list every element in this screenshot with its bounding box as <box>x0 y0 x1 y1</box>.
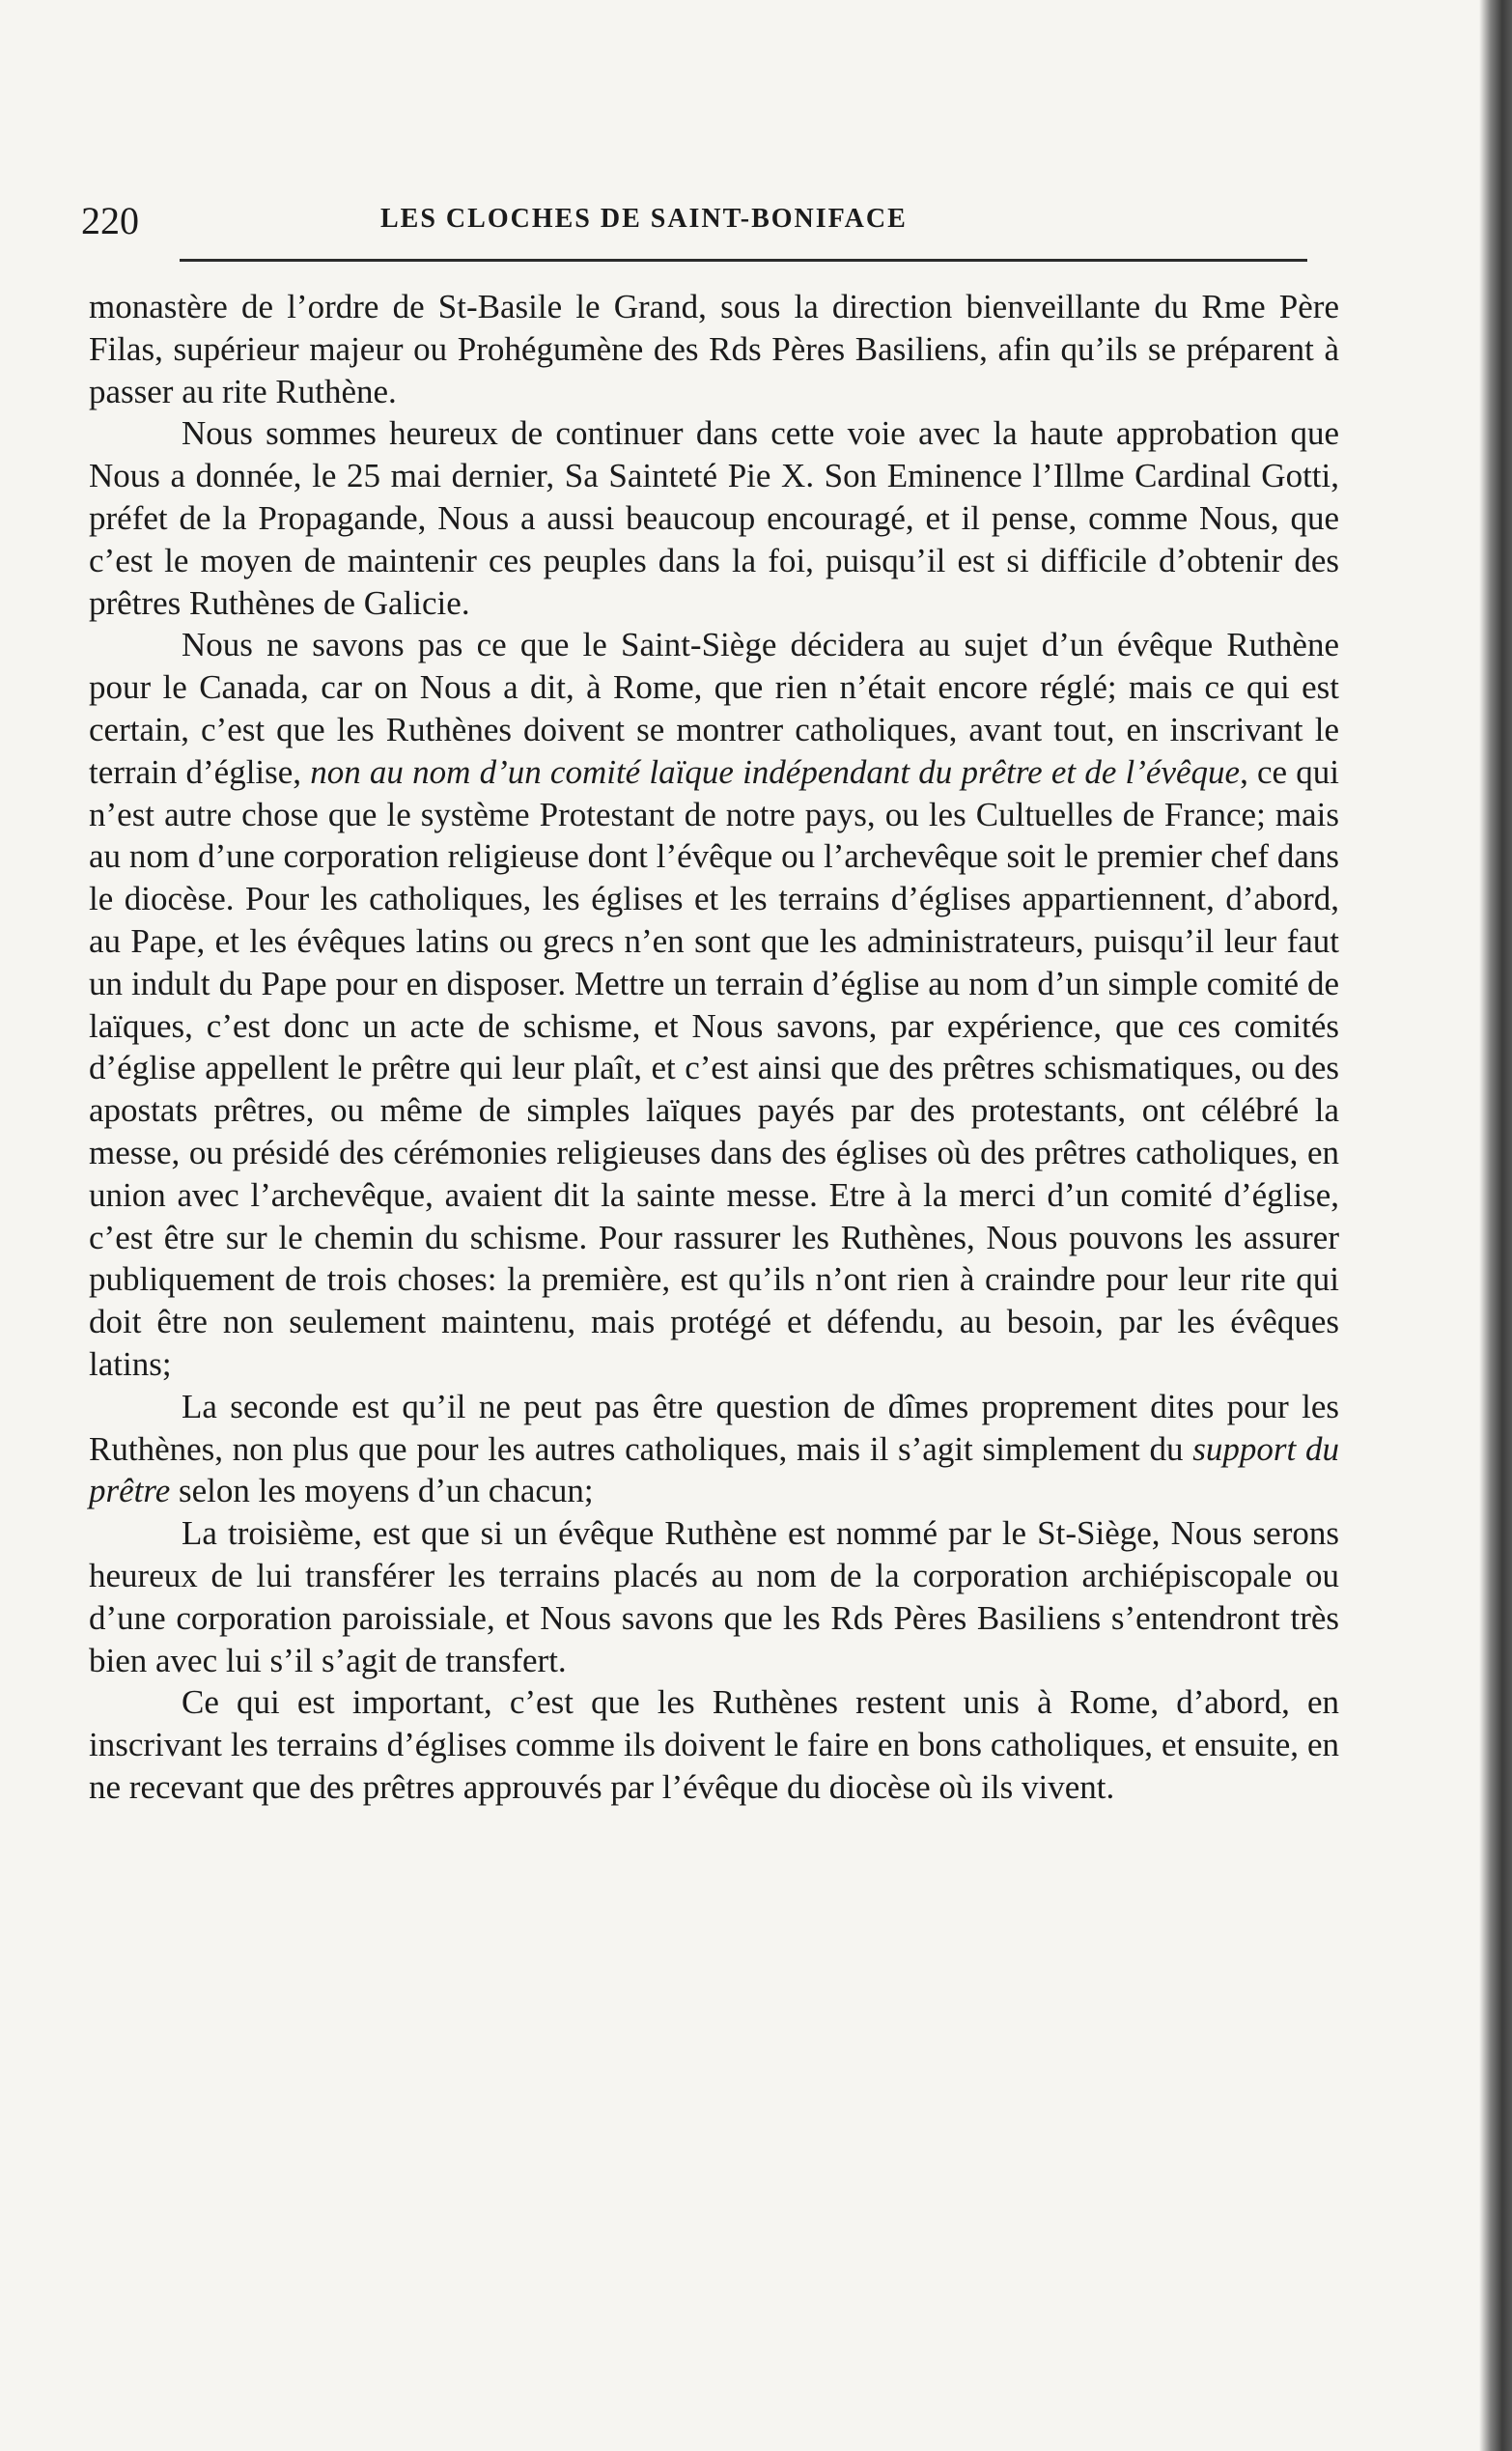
page-edge-shadow <box>1479 0 1512 2451</box>
italic-segment: non au nom d’un comité laïque indépendant du prêtre et de l’évêque <box>310 752 1241 791</box>
text-segment: , ce qui n’est autre chose que le système Protestant de notre pays, ou les Cultuelles de France; mais au nom d’une corporation religieuse dont l’évêque ou l’archevêque soit le premier chef dans le diocèse. Pour les catholiques, les églises et les terrains d’églises appartiennent, d’abord, au Pape, et les évêques latins ou grecs n’en sont que les administrateurs, puisqu’il leur faut un indult du Pape pour en disposer. Mettre un terrain d’église au nom d’un simple comité de laïques, c’est donc un acte de schisme, et Nous savons, par expérience, que ces comités d’église appellent le prêtre qui leur plaît, et c’est ainsi que des prêtres schismatiques, ou des apostats prêtres, ou même de simples laïques payés par des protestants, ont célébré la messe, ou présidé des cérémonies religieuses dans des églises où des prêtres catholiques, en union avec l’archevêque, avaient dit la sainte messe. Etre à la merci d’un comité d’église, c’est être sur le chemin du schisme. Pour rassurer les Ruthènes, Nous pouvons les assurer publiquement de trois choses: la première, est qu’ils n’ont rien à craindre pour leur rite qui doit être non seulement maintenu, mais protégé et défendu, au besoin, par les évêques latins; <box>89 752 1339 1383</box>
text-segment: Nous ne savons pas ce que le Saint-Siège décidera au sujet d’un évêque Ruthène pour le Canada, car on Nous a dit, à Rome, que rien n’était encore réglé; mais ce qui est certain, c’est que les Ruthènes doivent se montrer catholiques, avant tout, en inscrivant le terrain d’église, <box>89 626 1339 791</box>
paragraph <box>89 286 1339 412</box>
text-segment: monastère de l’ordre de St-Basile le Grand, sous la direction bienveillante du Rme Père Filas, supérieur majeur ou Prohégumène des Rds Pères Basiliens, afin qu’ils se préparent à passer au rite Ruthène. <box>89 288 1339 410</box>
text-segment: Nous sommes heureux de continuer dans cette voie avec la haute approbation que Nous a donnée, le 25 mai dernier, Sa Sainteté Pie X. Son Eminence l’Illme Cardinal Gotti, préfet de la Propagande, Nous a aussi beaucoup encouragé, et il pense, comme Nous, que c’est le moyen de maintenir ces peuples dans la foi, puisqu’il est si difficile d’obtenir des prêtres Ruthènes de Galicie. <box>89 414 1339 622</box>
italic-segment: support du prêtre <box>89 1429 1339 1510</box>
paragraph <box>89 624 1339 1385</box>
text-segment: selon les moyens d’un chacun; <box>170 1472 594 1510</box>
paragraph <box>89 1386 1339 1512</box>
paragraph <box>89 1512 1339 1681</box>
text-segment: La seconde est qu’il ne peut pas être question de dîmes proprement dites pour les Ruthènes, non plus que pour les autres catholiques, mais il s’agit simplement du <box>89 1387 1339 1468</box>
body-text <box>89 286 1339 1809</box>
page-number: 220 <box>81 199 139 242</box>
paragraph <box>89 1681 1339 1808</box>
header-rule <box>180 259 1307 262</box>
text-segment: La troisième, est que si un évêque Ruthène est nommé par le St-Siège, Nous serons heureux de lui transférer les terrains placés au nom de la corporation archiépiscopale ou d’une corporation paroissiale, et Nous savons que les Rds Pères Basiliens s’entendront très bien avec lui s’il s’agit de transfert. <box>89 1514 1339 1679</box>
running-head: LES CLOCHES DE SAINT-BONIFACE <box>380 204 908 234</box>
text-segment: Ce qui est important, c’est que les Ruthènes restent unis à Rome, d’abord, en inscrivant les terrains d’églises comme ils doivent le faire en bons catholiques, et ensuite, en ne recevant que des prêtres approuvés par l’évêque du diocèse où ils vivent. <box>89 1683 1339 1806</box>
paragraph <box>89 412 1339 624</box>
page-header <box>81 198 1298 256</box>
